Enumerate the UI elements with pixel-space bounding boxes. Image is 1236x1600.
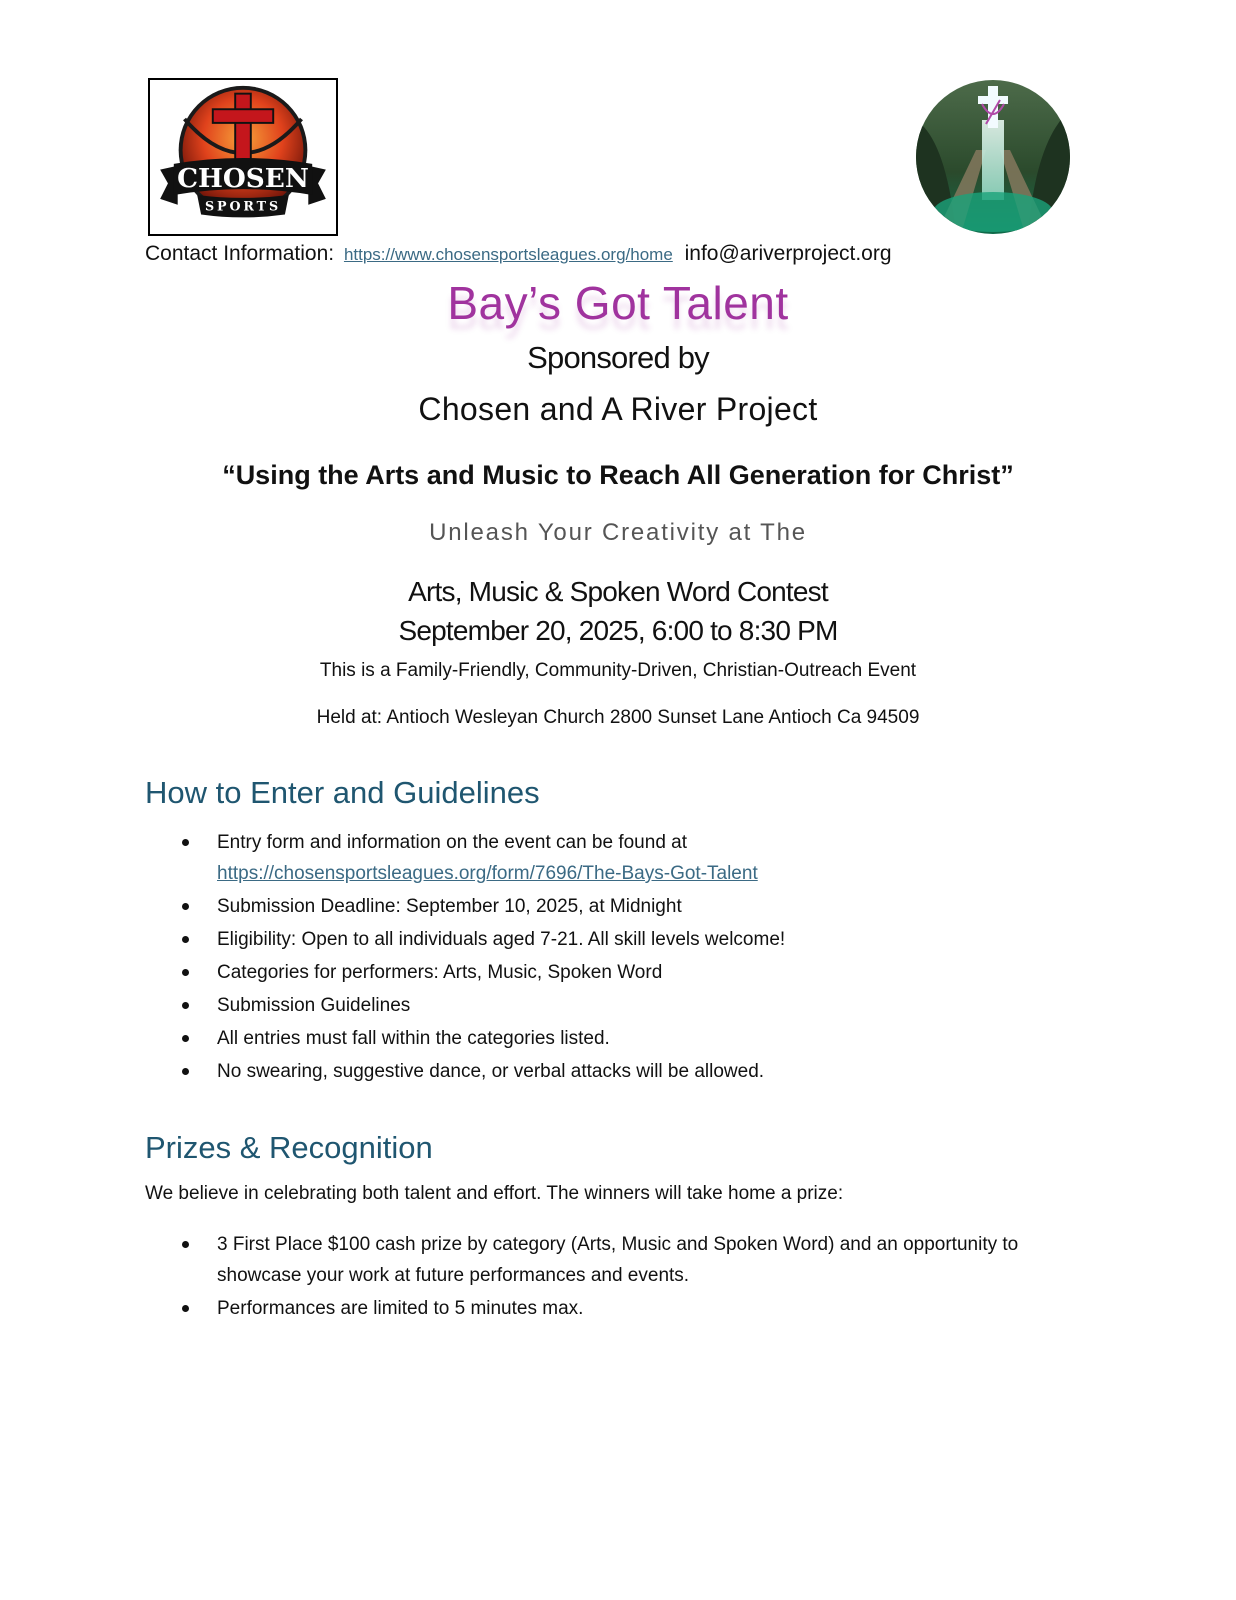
list-item-text: Submission Deadline: September 10, 2025, at Midnight xyxy=(217,896,682,917)
event-date: September 20, 2025, 6:00 to 8:30 PM xyxy=(398,615,838,646)
list-item xyxy=(145,891,1095,922)
contact-email[interactable]: info@ariverproject.org xyxy=(684,242,892,265)
website-link[interactable]: https://www.chosensportsleagues.org/home xyxy=(343,245,673,264)
svg-text:CHOSEN: CHOSEN xyxy=(177,163,309,195)
list-item xyxy=(145,1229,1095,1291)
prizes-intro: We believe in celebrating both talent and effort. The winners will take home a prize: xyxy=(145,1183,844,1204)
bullet-icon xyxy=(182,1305,189,1312)
enter-list xyxy=(145,827,1095,1089)
event-description: This is a Family-Friendly, Community-Driven, Christian-Outreach Event xyxy=(319,660,917,681)
bullet-icon xyxy=(182,903,189,910)
bullet-icon xyxy=(182,936,189,943)
list-item xyxy=(145,1056,1095,1087)
bullet-icon xyxy=(182,969,189,976)
enter-heading: How to Enter and Guidelines xyxy=(145,775,540,810)
prizes-heading: Prizes & Recognition xyxy=(145,1130,433,1165)
waterfall-cross-logo xyxy=(916,80,1070,234)
prizes-list xyxy=(145,1229,1095,1326)
list-item xyxy=(145,827,1095,889)
list-item-text: All entries must fall within the categories listed. xyxy=(217,1028,610,1049)
bullet-icon xyxy=(182,1002,189,1009)
list-item xyxy=(145,1293,1095,1324)
list-item xyxy=(145,957,1095,988)
sponsors-names: Chosen and A River Project xyxy=(418,391,818,427)
contest-name: Arts, Music & Spoken Word Contest xyxy=(408,576,828,607)
svg-text:SPORTS: SPORTS xyxy=(204,198,282,214)
list-item-text: Eligibility: Open to all individuals aged 7-21. All skill levels welcome! xyxy=(217,929,786,950)
list-item-text: Performances are limited to 5 minutes max. xyxy=(217,1298,584,1319)
list-item-text: Categories for performers: Arts, Music, Spoken Word xyxy=(217,962,663,983)
contact-line xyxy=(145,242,892,266)
bullet-icon xyxy=(182,1241,189,1248)
waterfall-cross-icon xyxy=(916,80,1070,234)
sponsored-by-label: Sponsored by xyxy=(527,340,709,375)
bullet-icon xyxy=(182,839,189,846)
list-item-text: Entry form and information on the event can be found at xyxy=(217,832,688,853)
unleash-tagline: Unleash Your Creativity at The xyxy=(429,519,807,546)
contact-label: Contact Information: xyxy=(145,242,335,265)
list-item xyxy=(145,1023,1095,1054)
bullet-icon xyxy=(182,1068,189,1075)
event-title: Bay’s Got Talent xyxy=(447,277,789,329)
bullet-icon xyxy=(182,1035,189,1042)
chosen-sports-logo-icon xyxy=(150,80,336,234)
list-item-text: Submission Guidelines xyxy=(217,995,411,1016)
entry-form-link[interactable]: https://chosensportsleagues.org/form/7696/The-Bays-Got-Talent xyxy=(217,863,758,884)
list-item-text: 3 First Place $100 cash prize by category (Arts, Music and Spoken Word) and an opportunity to showcase your work at future performances and events. xyxy=(217,1234,1019,1286)
event-quote: “Using the Arts and Music to Reach All Generation for Christ” xyxy=(222,460,1014,490)
event-venue: Held at: Antioch Wesleyan Church 2800 Sunset Lane Antioch Ca 94509 xyxy=(316,707,920,728)
chosen-sports-logo xyxy=(148,78,338,236)
list-item xyxy=(145,990,1095,1021)
list-item-text: No swearing, suggestive dance, or verbal attacks will be allowed. xyxy=(217,1061,765,1082)
list-item xyxy=(145,924,1095,955)
